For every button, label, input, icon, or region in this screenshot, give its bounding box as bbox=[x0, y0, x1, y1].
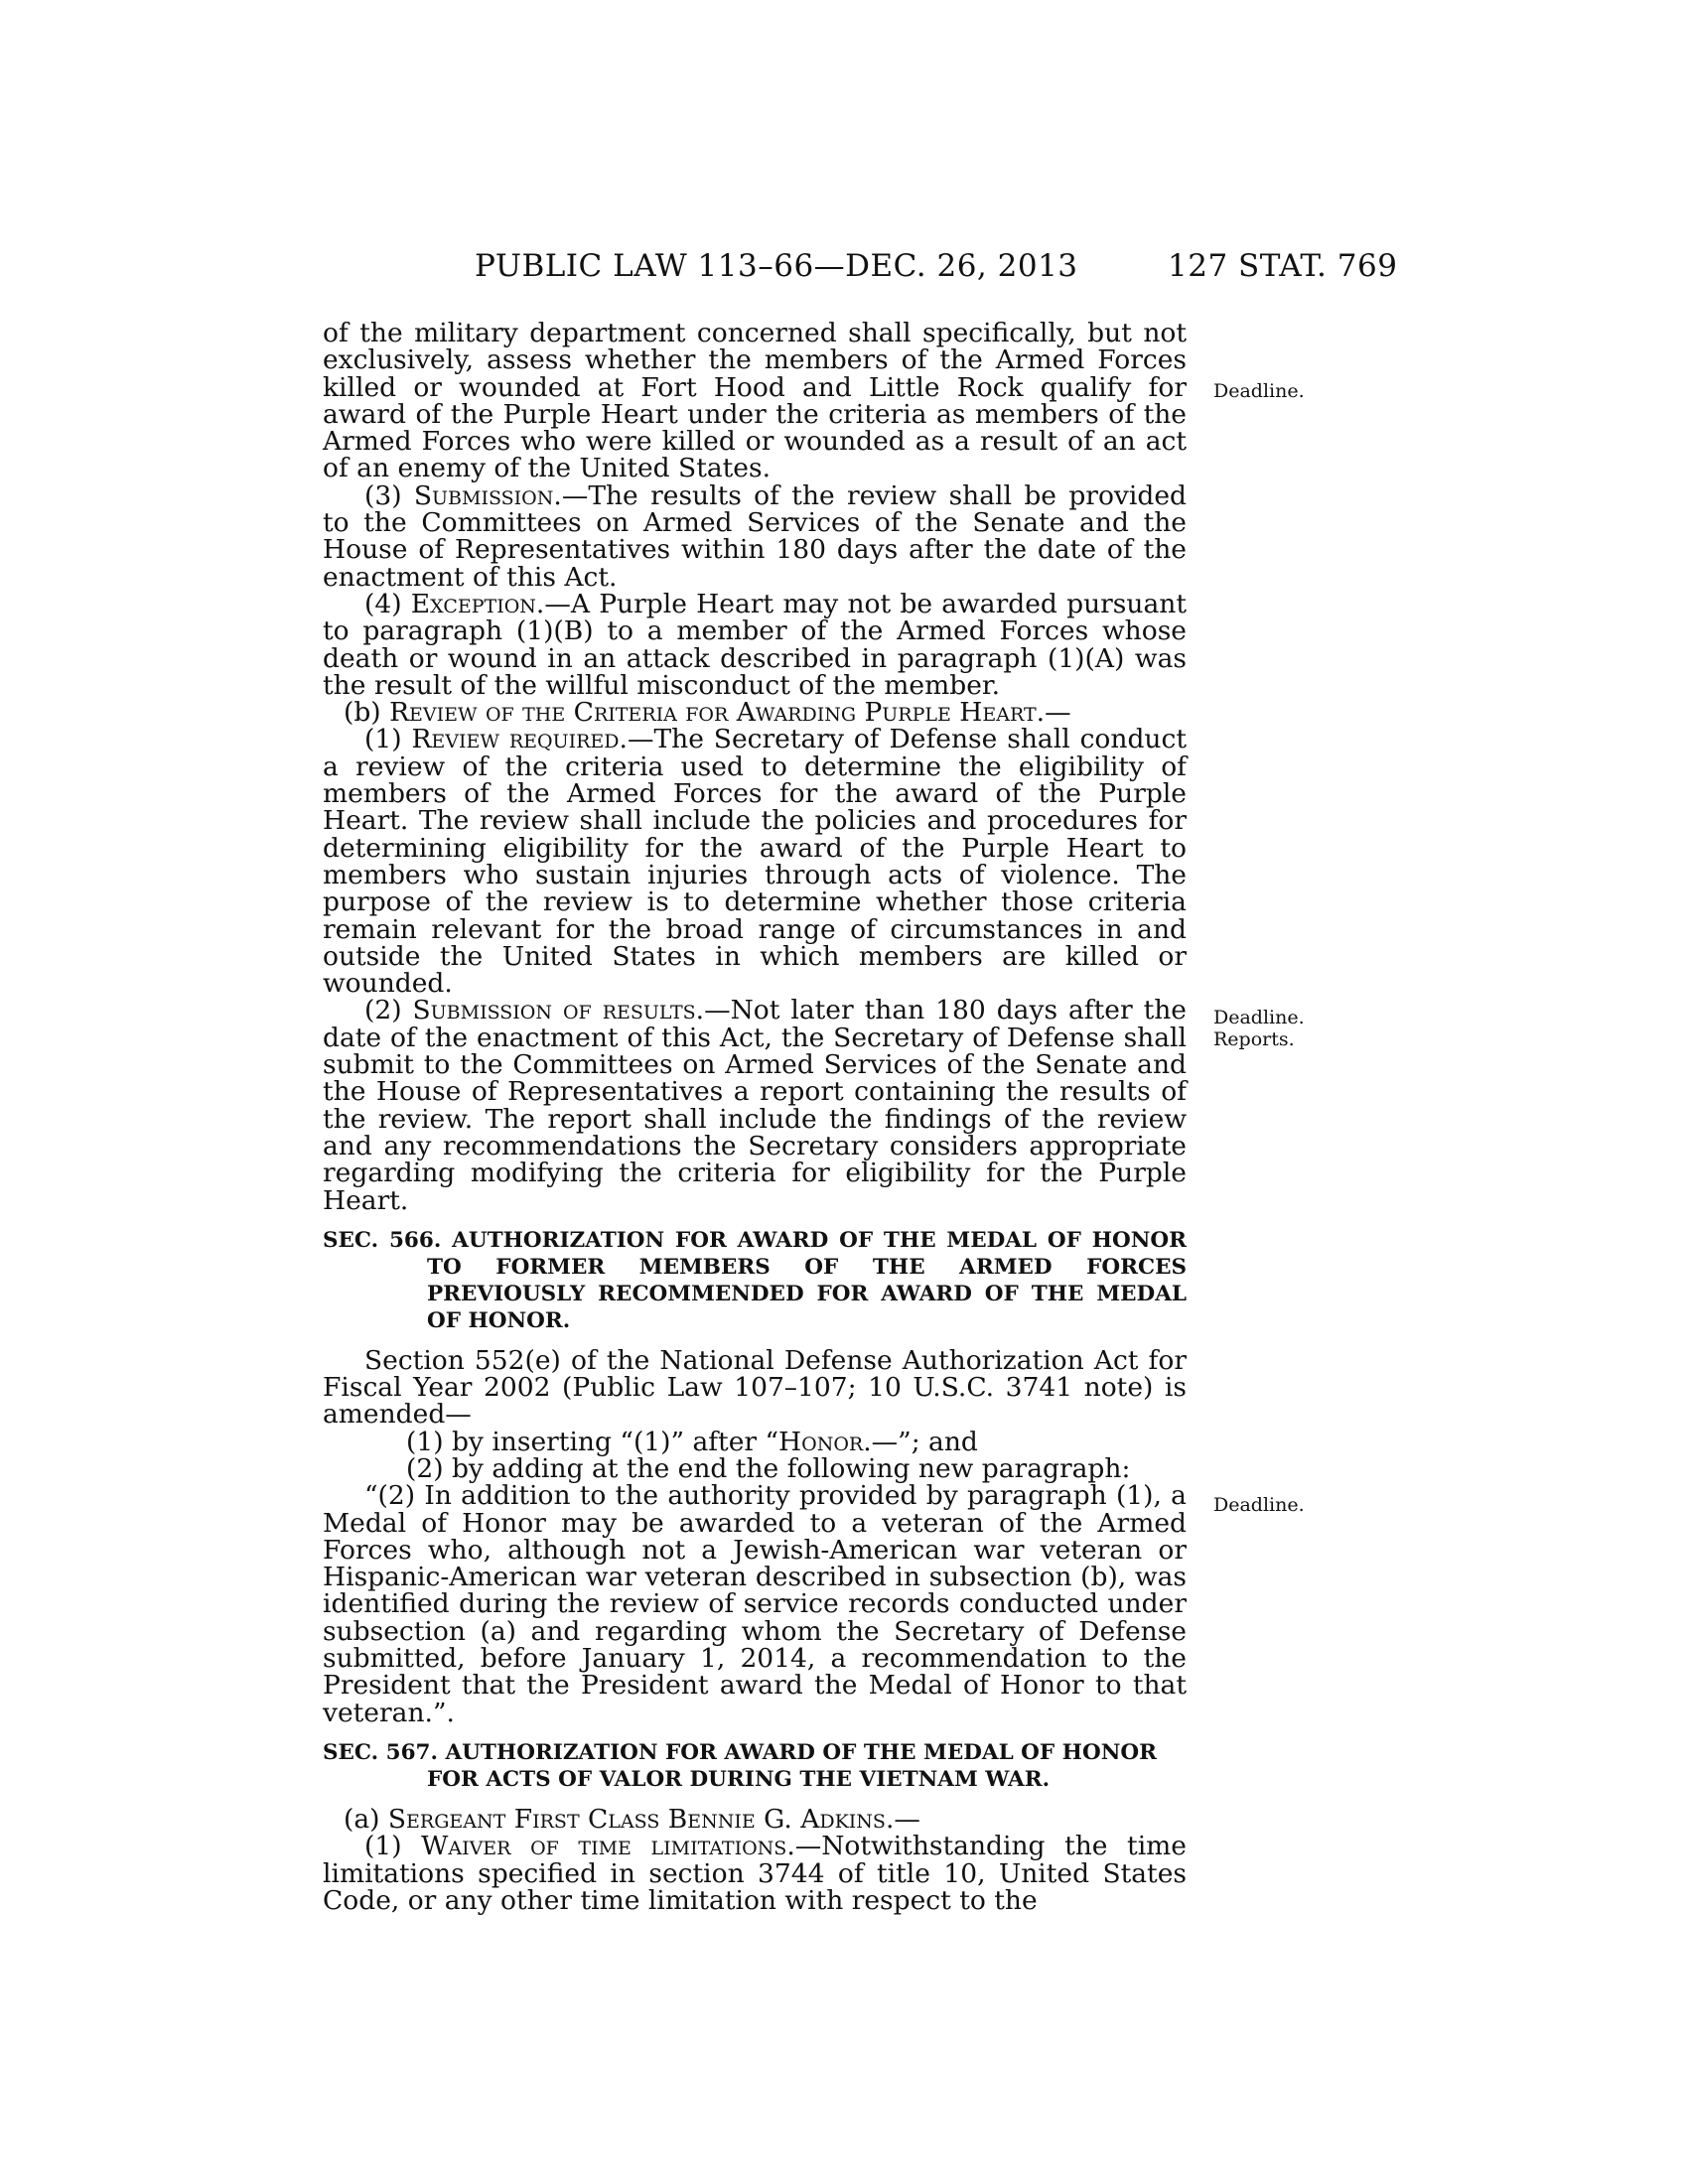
document-body bbox=[323, 320, 1187, 1914]
margin-note-deadline-3: Deadline. bbox=[1213, 1494, 1305, 1516]
paragraph-heading: Review of the Criteria for Awarding Purple Heart bbox=[389, 697, 1037, 729]
paragraph-heading: Submission bbox=[413, 479, 554, 511]
header-page-ref: 127 STAT. 769 bbox=[1168, 248, 1398, 284]
paragraph-amendment-1: (1) by inserting “(1)” after “Honor.—”; and bbox=[406, 1426, 978, 1457]
paragraph-heading: Waiver of time limitations bbox=[421, 1831, 787, 1862]
paragraph-heading: Review required bbox=[411, 724, 620, 755]
paragraph-new-text: “(2) In addition to the authority provided by paragraph (1), a Medal of Honor may be awarded to a veteran of the Armed Forces who, although not a Jewish-American war veteran or Hispanic-American war veteran described in subsection (b), was identified during the review of service records conducted under subsection (a) and regarding whom the Secretary of Defense submitted, before January 1, 2014, a recommendation to the President that the President award the Medal of Honor to that veteran.”. bbox=[323, 1480, 1187, 1728]
paragraph-submission-of-results: (2) Submission of results.—Not later than 180 days after the date of the enactment of this Act, the Secretary of Defense shall submit to the Committees on Armed Services of the Senate and the House of Representatives a report containing the results of the review. The report shall include the findings of the review and any recommendations the Secretary considers appropriate regarding modifying the criteria for eligibility for the Purple Heart. bbox=[323, 995, 1187, 1216]
paragraph-amendment-2: (2) by adding at the end the following new paragraph: bbox=[406, 1452, 1131, 1484]
paragraph-heading: Exception bbox=[410, 588, 536, 619]
section-567-heading: SEC. 567. AUTHORIZATION FOR AWARD OF THE MEDAL OF HONOR FOR ACTS OF VALOR DURING THE VIETNAM WAR. bbox=[323, 1739, 1157, 1792]
subsection-b-heading: (b) Review of the Criteria for Awarding Purple Heart.— bbox=[344, 697, 1071, 729]
paragraph-heading: Submission of results bbox=[412, 995, 696, 1026]
subsection-a-heading: (a) Sergeant First Class Bennie G. Adkins.— bbox=[344, 1803, 920, 1835]
paragraph-heading: Sergeant First Class Bennie G. Adkins bbox=[387, 1803, 886, 1835]
paragraph-submission: (3) Submission.—The results of the review shall be provided to the Committees on Armed Services of the Senate and the House of Representatives within 180 days after the date of the enactment of this Act. bbox=[323, 479, 1187, 593]
running-header bbox=[0, 248, 1688, 288]
margin-note-deadline-1: Deadline. bbox=[1213, 380, 1305, 402]
paragraph-review-required: (1) Review required.—The Secretary of Defense shall conduct a review of the criteria used to determine the eligibility of members of the Armed Forces for the award of the Purple Heart. The review shall include the policies and procedures for determining eligibility for the award of the Purple Heart to members who sustain injuries through acts of violence. The purpose of the review is to determine whether those criteria remain relevant for the broad range of circumstances in and outside the United States in which members are killed or wounded. bbox=[323, 724, 1187, 1000]
paragraph-waiver: (1) Waiver of time limitations.—Notwithstanding the time limitations specified in section 3744 of title 10, United States Code, or any other time limitation with respect to the bbox=[323, 1831, 1187, 1916]
paragraph-continuation: of the military department concerned shall specifically, but not exclusively, assess whether the members of the Armed Forces killed or wounded at Fort Hood and Little Rock qualify for award of the Purple Heart under the criteria as members of the Armed Forces who were killed or wounded as a result of an act of an enemy of the United States. bbox=[323, 318, 1187, 484]
paragraph-section-552e: Section 552(e) of the National Defense Authorization Act for Fiscal Year 2002 (Public Law 107–107; 10 U.S.C. 3741 note) is amended— bbox=[323, 1344, 1187, 1431]
margin-note-deadline-2: Deadline. bbox=[1213, 1007, 1305, 1028]
paragraph-exception: (4) Exception.—A Purple Heart may not be awarded pursuant to paragraph (1)(B) to a member of the Armed Forces whose death or wound in an attack described in paragraph (1)(A) was the result of the willful misconduct of the member. bbox=[323, 588, 1187, 701]
margin-note-reports: Reports. bbox=[1213, 1028, 1295, 1050]
section-566-heading: SEC. 566. AUTHORIZATION FOR AWARD OF THE MEDAL OF HONOR TO FORMER MEMBERS OF THE ARMED FORCES PREVIOUSLY RECOMMENDED FOR AWARD OF THE MEDAL OF HONOR. bbox=[323, 1227, 1187, 1333]
header-title: PUBLIC LAW 113–66—DEC. 26, 2013 bbox=[475, 248, 1078, 284]
